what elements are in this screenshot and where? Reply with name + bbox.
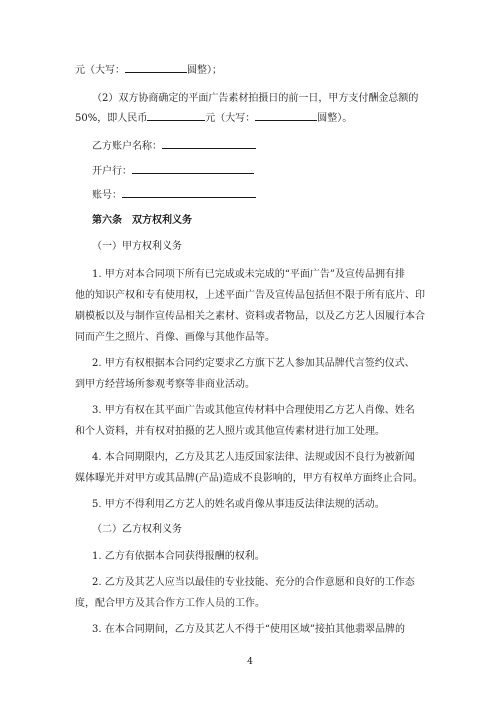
- clause-2-line-2: [75, 111, 415, 125]
- blank-field: [255, 111, 317, 121]
- amount-line-1: [75, 63, 415, 77]
- article-6-heading: 第六条 双方权利义务: [92, 215, 192, 226]
- blank-field: [122, 188, 256, 198]
- section-2-heading: （二）乙方权利义务: [92, 524, 182, 535]
- section-1-heading: （一）甲方权利义务: [92, 241, 182, 252]
- field-label: 开户行：: [92, 166, 132, 177]
- para-5-line-1: 5. 甲方不得利用乙方艺人的姓名或肖像从事违反法律法规的活动。: [92, 499, 385, 510]
- para-q1-line-1: 1. 乙方有依据本合同获得报酬的权利。: [92, 551, 265, 562]
- text-segment: 圆整）；: [187, 65, 222, 76]
- para-3-line-1: 3. 甲方有权在其平面广告或其他宣传材料中合理使用乙方艺人肖像、姓名: [92, 405, 415, 416]
- blank-field: [162, 139, 256, 149]
- text-segment: 元（大写：: [75, 65, 125, 76]
- para-1-line-1: 1. 甲方对本合同项下所有已完成或未完成的“平面广告”及宣传品拥有排: [92, 269, 405, 280]
- clause-2-line-1: （2）双方协商确定的平面广告素材拍摄日的前一日，甲方支付酬金总额的: [92, 93, 419, 104]
- blank-field: [132, 164, 254, 174]
- para-4-line-2: 媒体曝光并对甲方或其品牌(产品)造成不良影响的，甲方有权单方面终止合同。: [75, 473, 423, 484]
- blank-field: [125, 63, 187, 73]
- para-3-line-2: 和个人资料，并有权对拍摄的艺人照片或其他宣传素材进行加工处理。: [75, 426, 385, 437]
- field-label: 乙方账户名称：: [92, 141, 162, 152]
- para-2-line-1: 2. 甲方有权根据本合同约定要求乙方旗下艺人参加其品牌代言签约仪式、: [92, 358, 415, 369]
- blank-field: [147, 111, 205, 121]
- text-segment: 50%，即人民币: [75, 113, 148, 124]
- para-1-line-4: 同而产生之照片、肖像、画像与其他作品等。: [75, 332, 275, 343]
- para-q2-line-2: 度，配合甲方及其合作方工作人员的工作。: [75, 598, 265, 609]
- para-1-line-2: 他的知识产权和专有使用权，上述平面广告及宣传品包括但不限于所有底片、印: [75, 290, 425, 301]
- account-name-line: [92, 139, 432, 153]
- para-4-line-1: 4. 本合同期限内，乙方及其艺人违反国家法律、法规或因不良行为被新闻: [92, 452, 415, 463]
- para-1-line-3: 刷模板以及与制作宣传品相关之素材、资料或者物品，以及乙方艺人因履行本合: [75, 311, 425, 322]
- page-number: 4: [247, 657, 253, 667]
- text-segment: 元（大写：: [205, 113, 256, 124]
- bank-line: [92, 164, 432, 178]
- para-q2-line-1: 2. 乙方及其艺人应当以最佳的专业技能、充分的合作意愿和良好的工作态: [92, 577, 415, 588]
- field-label: 账号：: [92, 190, 122, 201]
- para-2-line-2: 到甲方经营场所参观考察等非商业活动。: [75, 379, 255, 390]
- para-q3-line-1: 3. 在本合同期间，乙方及其艺人不得于“使用区域”接拍其他翡翠品牌的: [92, 624, 405, 635]
- account-number-line: [92, 188, 432, 202]
- text-segment: 圆整）。: [317, 113, 353, 124]
